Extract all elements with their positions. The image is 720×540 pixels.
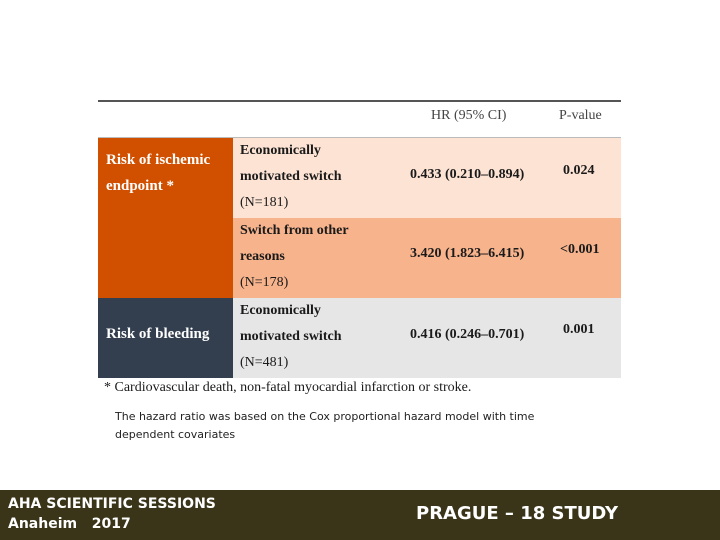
table-row xyxy=(233,138,621,218)
results-table xyxy=(98,100,621,382)
row-hr: 0.433 (0.210–0.894) xyxy=(410,167,525,182)
header-p-value: P-value xyxy=(559,108,602,123)
row-name xyxy=(240,218,349,296)
top-rule xyxy=(98,100,621,102)
header-hr: HR (95% CI) xyxy=(431,108,507,123)
table-row xyxy=(233,218,621,298)
group-label-line1: Risk of ischemic xyxy=(106,152,211,168)
study-title: PRAGUE – 18 STUDY xyxy=(416,503,619,524)
row-hr: 3.420 (1.823–6.415) xyxy=(410,246,525,261)
row-hr: 0.416 (0.246–0.701) xyxy=(410,327,525,342)
footer-bar xyxy=(0,490,720,540)
conference-label xyxy=(8,494,216,534)
row-n: (N=181) xyxy=(240,195,289,210)
group-label-bleeding xyxy=(98,298,233,378)
conference-location: Anaheim 2017 xyxy=(8,516,131,532)
group-label-line2: endpoint * xyxy=(106,178,174,194)
row-p-value: 0.024 xyxy=(563,163,595,178)
row-name-line2: motivated switch xyxy=(240,329,342,344)
row-name xyxy=(240,298,342,376)
conference-name: AHA SCIENTIFIC SESSIONS xyxy=(8,496,216,512)
row-name-line1: Economically xyxy=(240,303,321,318)
row-name-line1: Switch from other xyxy=(240,223,349,238)
row-name xyxy=(240,138,342,216)
group-bleeding xyxy=(98,298,621,378)
row-name-line2: motivated switch xyxy=(240,169,342,184)
table-footnote: * Cardiovascular death, non-fatal myocardial infarction or stroke. xyxy=(104,380,472,395)
row-n: (N=178) xyxy=(240,275,289,290)
table-row xyxy=(233,298,621,378)
hazard-ratio-note: The hazard ratio was based on the Cox proportional hazard model with time dependent covariates xyxy=(115,410,535,441)
row-name-line1: Economically xyxy=(240,143,321,158)
row-name-line2: reasons xyxy=(240,249,285,264)
group-label-line1: Risk of bleeding xyxy=(106,326,210,342)
group-label-ischemic xyxy=(98,138,233,298)
row-p-value: 0.001 xyxy=(563,322,595,337)
row-n: (N=481) xyxy=(240,355,289,370)
row-p-value: <0.001 xyxy=(560,242,600,257)
group-ischemic xyxy=(98,138,621,298)
